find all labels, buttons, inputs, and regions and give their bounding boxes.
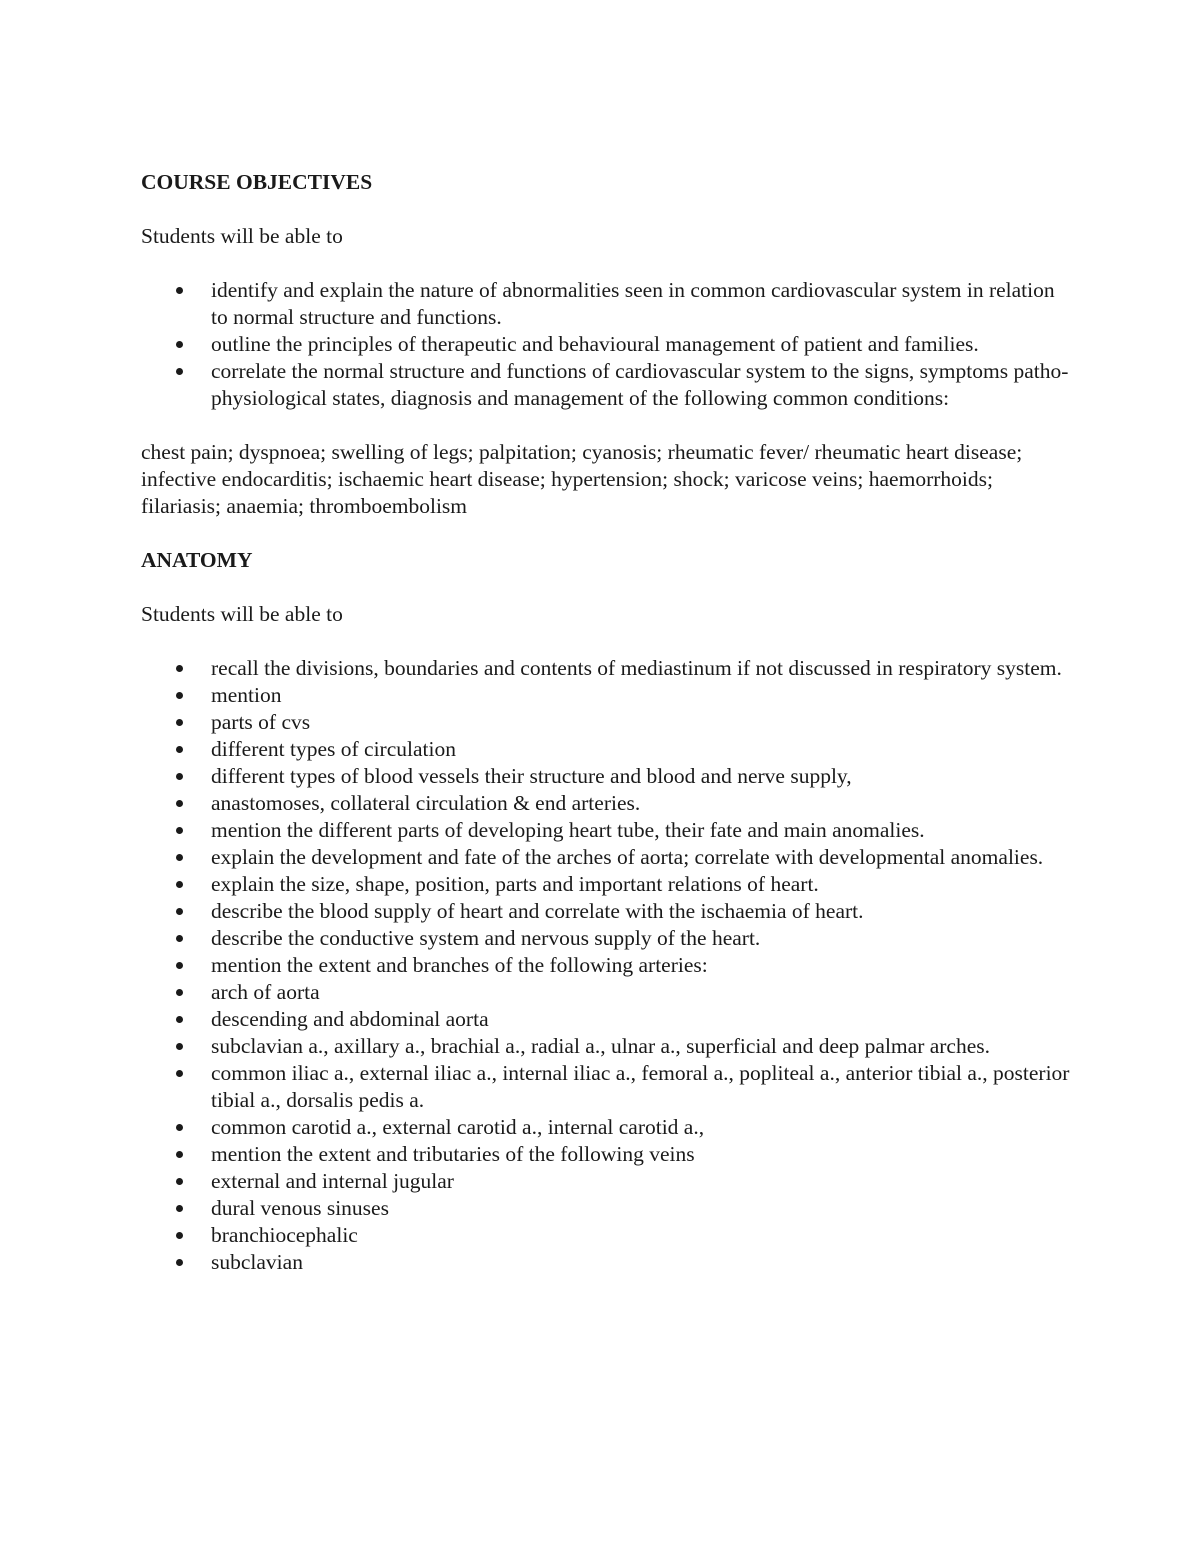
anatomy-intro: Students will be able to [141, 602, 343, 626]
list-item: parts of cvs [141, 709, 1071, 736]
bullet-icon [176, 287, 183, 294]
list-item: arch of aorta [141, 979, 1071, 1006]
list-item: descending and abdominal aorta [141, 1006, 1071, 1033]
bullet-icon [176, 989, 183, 996]
bullet-icon [176, 1259, 183, 1266]
course-objectives-heading: COURSE OBJECTIVES [141, 170, 373, 194]
list-item: explain the size, shape, position, parts and important relations of heart. [141, 871, 1071, 898]
list-item: common carotid a., external carotid a., internal carotid a., [141, 1114, 1071, 1141]
bullet-icon [176, 962, 183, 969]
list-item: branchiocephalic [141, 1222, 1071, 1249]
bullet-icon [176, 1205, 183, 1212]
list-item: mention the extent and tributaries of the following veins [141, 1141, 1071, 1168]
list-item: different types of blood vessels their structure and blood and nerve supply, [141, 763, 1071, 790]
list-item: different types of circulation [141, 736, 1071, 763]
bullet-icon [176, 746, 183, 753]
list-item: describe the blood supply of heart and correlate with the ischaemia of heart. [141, 898, 1071, 925]
bullet-icon [176, 908, 183, 915]
bullet-icon [176, 854, 183, 861]
list-item: external and internal jugular [141, 1168, 1071, 1195]
bullet-icon [176, 800, 183, 807]
list-item: mention the different parts of developing heart tube, their fate and main anomalies. [141, 817, 1071, 844]
course-objectives-intro: Students will be able to [141, 224, 343, 248]
list-item: identify and explain the nature of abnormalities seen in common cardiovascular system in relation to normal structure and functions. [141, 277, 1071, 331]
bullet-icon [176, 773, 183, 780]
anatomy-list [141, 655, 1071, 1276]
bullet-icon [176, 1070, 183, 1077]
anatomy-heading: ANATOMY [141, 548, 253, 572]
bullet-icon [176, 1178, 183, 1185]
list-item: mention the extent and branches of the following arteries: [141, 952, 1071, 979]
list-item: subclavian [141, 1249, 1071, 1276]
list-item: mention [141, 682, 1071, 709]
list-item: describe the conductive system and nervous supply of the heart. [141, 925, 1071, 952]
list-item: anastomoses, collateral circulation & end arteries. [141, 790, 1071, 817]
bullet-icon [176, 692, 183, 699]
bullet-icon [176, 1232, 183, 1239]
bullet-icon [176, 665, 183, 672]
bullet-icon [176, 827, 183, 834]
bullet-icon [176, 1043, 183, 1050]
list-item: common iliac a., external iliac a., internal iliac a., femoral a., popliteal a., anterior tibial a., posterior tibial a., dorsalis pedis a. [141, 1060, 1071, 1114]
bullet-icon [176, 368, 183, 375]
list-item: outline the principles of therapeutic and behavioural management of patient and families. [141, 331, 1071, 358]
document-body [141, 169, 1071, 1276]
bullet-icon [176, 935, 183, 942]
bullet-icon [176, 719, 183, 726]
list-item: dural venous sinuses [141, 1195, 1071, 1222]
list-item: explain the development and fate of the arches of aorta; correlate with developmental anomalies. [141, 844, 1071, 871]
list-item: correlate the normal structure and functions of cardiovascular system to the signs, symptoms patho-physiological states, diagnosis and management of the following common conditions: [141, 358, 1071, 412]
list-item: subclavian a., axillary a., brachial a., radial a., ulnar a., superficial and deep palmar arches. [141, 1033, 1071, 1060]
list-item: recall the divisions, boundaries and contents of mediastinum if not discussed in respiratory system. [141, 655, 1071, 682]
conditions-paragraph: chest pain; dyspnoea; swelling of legs; palpitation; cyanosis; rheumatic fever/ rheumatic heart disease; infective endocarditis; ischaemic heart disease; hypertension; shock; varicose veins; haemorrhoids; filariasis; anaemia; thromboembolism [141, 440, 1023, 518]
bullet-icon [176, 1151, 183, 1158]
bullet-icon [176, 341, 183, 348]
bullet-icon [176, 1016, 183, 1023]
course-objectives-list [141, 277, 1071, 412]
bullet-icon [176, 881, 183, 888]
bullet-icon [176, 1124, 183, 1131]
